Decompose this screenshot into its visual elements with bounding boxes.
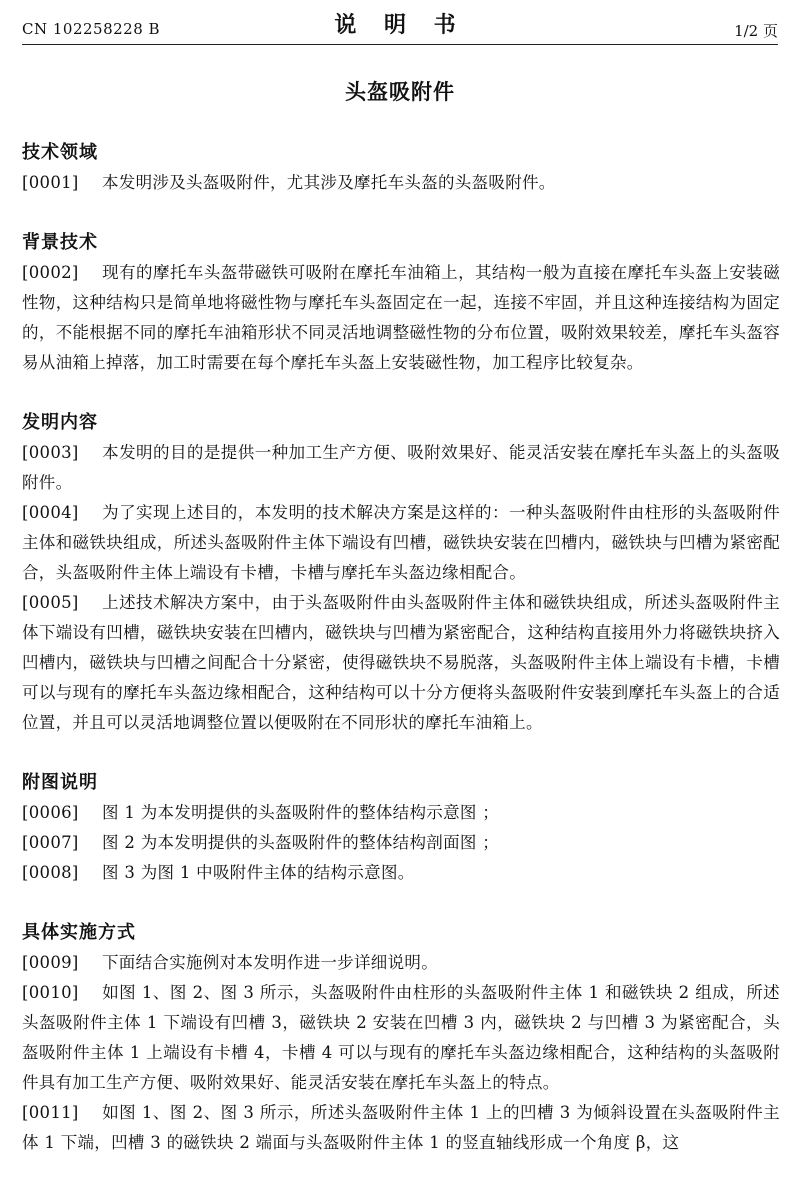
paragraph-text: 本发明的目的是提供一种加工生产方便、吸附效果好、能灵活安装在摩托车头盔上的头盔吸附件。 bbox=[22, 443, 780, 492]
paragraph-0006 bbox=[22, 798, 780, 828]
paragraph-number: [0006] bbox=[22, 803, 79, 822]
paragraph-0011 bbox=[22, 1098, 780, 1158]
section-heading-summary: 发明内容 bbox=[22, 412, 98, 433]
paragraph-0001 bbox=[22, 168, 780, 198]
document-title: 头盔吸附件 bbox=[345, 80, 455, 104]
paragraph-0010 bbox=[22, 978, 780, 1098]
paragraph-number: [0004] bbox=[22, 503, 79, 522]
section-heading-technical-field: 技术领域 bbox=[22, 142, 98, 163]
paragraph-text: 图 1 为本发明提供的头盔吸附件的整体结构示意图 ； bbox=[102, 803, 500, 822]
paragraph-number: [0010] bbox=[22, 983, 79, 1002]
paragraph-text: 为了实现上述目的，本发明的技术解决方案是这样的：一种头盔吸附件由柱形的头盔吸附件主体和磁铁块组成，所述头盔吸附件主体下端设有凹槽，磁铁块安装在凹槽内，磁铁块与凹槽为紧密配合，头盔吸附件主体上端设有卡槽，卡槽与摩托车头盔边缘相配合。 bbox=[22, 503, 780, 582]
paragraph-0005 bbox=[22, 588, 780, 738]
paragraph-number: [0003] bbox=[22, 443, 79, 462]
paragraph-number: [0007] bbox=[22, 833, 79, 852]
paragraph-text: 现有的摩托车头盔带磁铁可吸附在摩托车油箱上，其结构一般为直接在摩托车头盔上安装磁性物，这种结构只是简单地将磁性物与摩托车头盔固定在一起，连接不牢固，并且这种连接结构为固定的，不能根据不同的摩托车油箱形状不同灵活地调整磁性物的分布位置，吸附效果较差，摩托车头盔容易从油箱上掉落，加工时需要在每个摩托车头盔上安装磁性物，加工程序比较复杂。 bbox=[22, 263, 780, 372]
paragraph-0007 bbox=[22, 828, 780, 858]
paragraph-text: 如图 1、图 2、图 3 所示，头盔吸附件由柱形的头盔吸附件主体 1 和磁铁块 2 组成，所述头盔吸附件主体 1 下端设有凹槽 3，磁铁块 2 安装在凹槽 3 内，磁铁块 2 与凹槽 3 为紧密配合，头盔吸附件主体 1 上端设有卡槽 4，卡槽 4 可以与现有的摩托车头盔边缘相配合，这种结构的头盔吸附件具有加工生产方便、吸附效果好、能灵活安装在摩托车头盔上的特点。 bbox=[22, 983, 780, 1092]
paragraph-number: [0009] bbox=[22, 953, 79, 972]
paragraph-text: 本发明涉及头盔吸附件，尤其涉及摩托车头盔的头盔吸附件。 bbox=[102, 173, 556, 192]
page-header bbox=[0, 0, 800, 48]
document-type: 说 明 书 bbox=[334, 13, 466, 38]
paragraph-number: [0001] bbox=[22, 173, 79, 192]
paragraph-0002 bbox=[22, 258, 780, 378]
paragraph-number: [0002] bbox=[22, 263, 79, 282]
paragraph-text: 如图 1、图 2、图 3 所示，所述头盔吸附件主体 1 上的凹槽 3 为倾斜设置在头盔吸附件主体 1 下端，凹槽 3 的磁铁块 2 端面与头盔吸附件主体 1 的竖直轴线形成一个角度 β，这 bbox=[22, 1103, 780, 1152]
paragraph-text: 下面结合实施例对本发明作进一步详细说明。 bbox=[102, 953, 438, 972]
section-heading-embodiments: 具体实施方式 bbox=[22, 922, 136, 943]
section-heading-background: 背景技术 bbox=[22, 232, 98, 253]
paragraph-text: 图 3 为图 1 中吸附件主体的结构示意图。 bbox=[102, 863, 415, 882]
header-rule bbox=[22, 44, 778, 45]
paragraph-0008 bbox=[22, 858, 780, 888]
paragraph-0003 bbox=[22, 438, 780, 498]
page-indicator: 1/2 页 bbox=[734, 22, 778, 40]
paragraph-number: [0011] bbox=[22, 1103, 79, 1122]
patent-number: CN 102258228 B bbox=[22, 20, 161, 38]
section-heading-drawings: 附图说明 bbox=[22, 772, 98, 793]
paragraph-number: [0008] bbox=[22, 863, 79, 882]
paragraph-text: 上述技术解决方案中，由于头盔吸附件由头盔吸附件主体和磁铁块组成，所述头盔吸附件主体下端设有凹槽，磁铁块安装在凹槽内，磁铁块与凹槽为紧密配合，这种结构直接用外力将磁铁块挤入凹槽内，磁铁块与凹槽之间配合十分紧密，使得磁铁块不易脱落，头盔吸附件主体上端设有卡槽，卡槽可以与现有的摩托车头盔边缘相配合，这种结构可以十分方便将头盔吸附件安装到摩托车头盔上的合适位置，并且可以灵活地调整位置以便吸附在不同形状的摩托车油箱上。 bbox=[22, 593, 780, 732]
paragraph-text: 图 2 为本发明提供的头盔吸附件的整体结构剖面图 ； bbox=[102, 833, 500, 852]
paragraph-0004 bbox=[22, 498, 780, 588]
document-body bbox=[22, 138, 780, 1158]
paragraph-number: [0005] bbox=[22, 593, 79, 612]
paragraph-0009 bbox=[22, 948, 780, 978]
